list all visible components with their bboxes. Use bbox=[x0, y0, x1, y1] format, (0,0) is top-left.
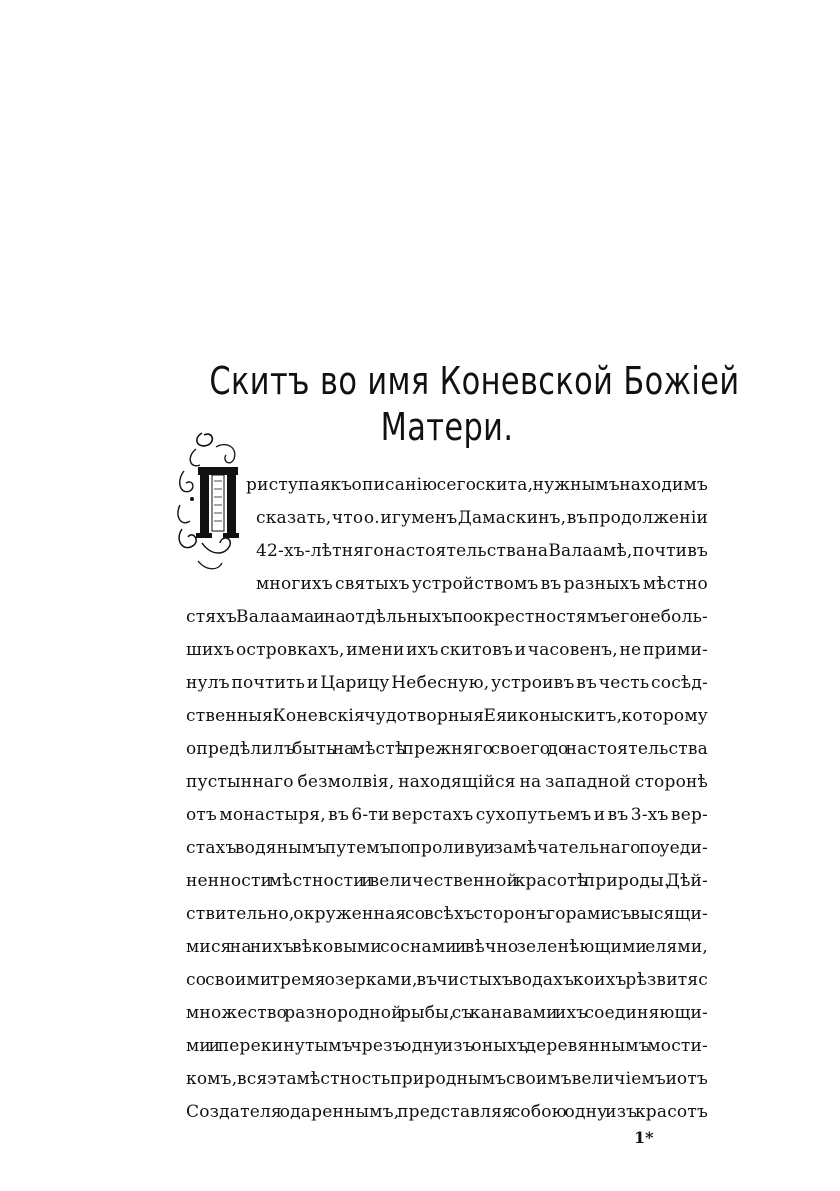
body-line-15: мися на нихъ вѣковыми соснами и вѣчно зеленѣющими елями, bbox=[186, 937, 708, 957]
body-line-2: сказать, что о. игуменъ Дамаскинъ, въ продолженіи bbox=[256, 508, 708, 528]
body-line-5: стяхъ Валаама и на отдѣльныхъ по окрестностямъ его неболь- bbox=[186, 607, 708, 627]
body-line-1: риступая къ описанію сего скита, нужнымъ находимъ bbox=[246, 475, 708, 495]
page-title-line-1: Скитъ во имя Коневской Божiей bbox=[209, 359, 740, 403]
body-line-8: ственныя Коневскія чудотворныя Ея иконы скитъ, которому bbox=[186, 706, 708, 726]
body-line-4: многихъ святыхъ устройствомъ въ разныхъ мѣстно bbox=[256, 574, 708, 594]
body-line-7: нулъ почтить и Царицу Небесную, устроивъ въ честь сосѣд- bbox=[186, 673, 708, 693]
body-line-9: опредѣлилъ быть на мѣстѣ прежняго своего до настоятельства bbox=[186, 739, 708, 759]
page-title-line-2: Матери. bbox=[380, 405, 514, 449]
body-line-19: комъ, вся эта мѣстность природнымъ своимъ величіемъ и отъ bbox=[186, 1069, 708, 1089]
body-line-20: Создателя одареннымъ, представляя собою одну изъ красотъ bbox=[186, 1102, 708, 1122]
body-line-14: ствительно, окруженная со всѣхъ сторонъ горами съ высящи- bbox=[186, 904, 708, 924]
page-number: 1* bbox=[634, 1128, 654, 1147]
body-line-10: пустыннаго безмолвія, находящійся на западной сторонѣ bbox=[186, 772, 708, 792]
ornamental-drop-cap-icon bbox=[172, 425, 244, 575]
body-line-11: отъ монастыря, въ 6-ти верстахъ сухопутьемъ и въ 3-хъ вер- bbox=[186, 805, 708, 825]
body-line-13: ненности мѣстности и величественной красотѣ природы. Дѣй- bbox=[186, 871, 708, 891]
body-line-3: 42-хъ-лѣтняго настоятельства на Валаамѣ, почтивъ bbox=[256, 541, 708, 561]
body-line-16: со своими тремя озерками, въ чистыхъ водахъ коихъ рѣзвитяс bbox=[186, 970, 708, 990]
body-line-6: шихъ островкахъ, имени ихъ скитовъ и часовенъ, не прими- bbox=[186, 640, 708, 660]
body-line-17: множество разнородной рыбы, съ канавами ихъ соединяющи- bbox=[186, 1003, 708, 1023]
body-line-12: стахъ водянымъ путемъ по проливу и замѣчательнаго по уеди- bbox=[186, 838, 708, 858]
body-line-18: ми и перекинутымъ чрезъ одну изъ оныхъ деревяннымъ мости- bbox=[186, 1036, 708, 1056]
